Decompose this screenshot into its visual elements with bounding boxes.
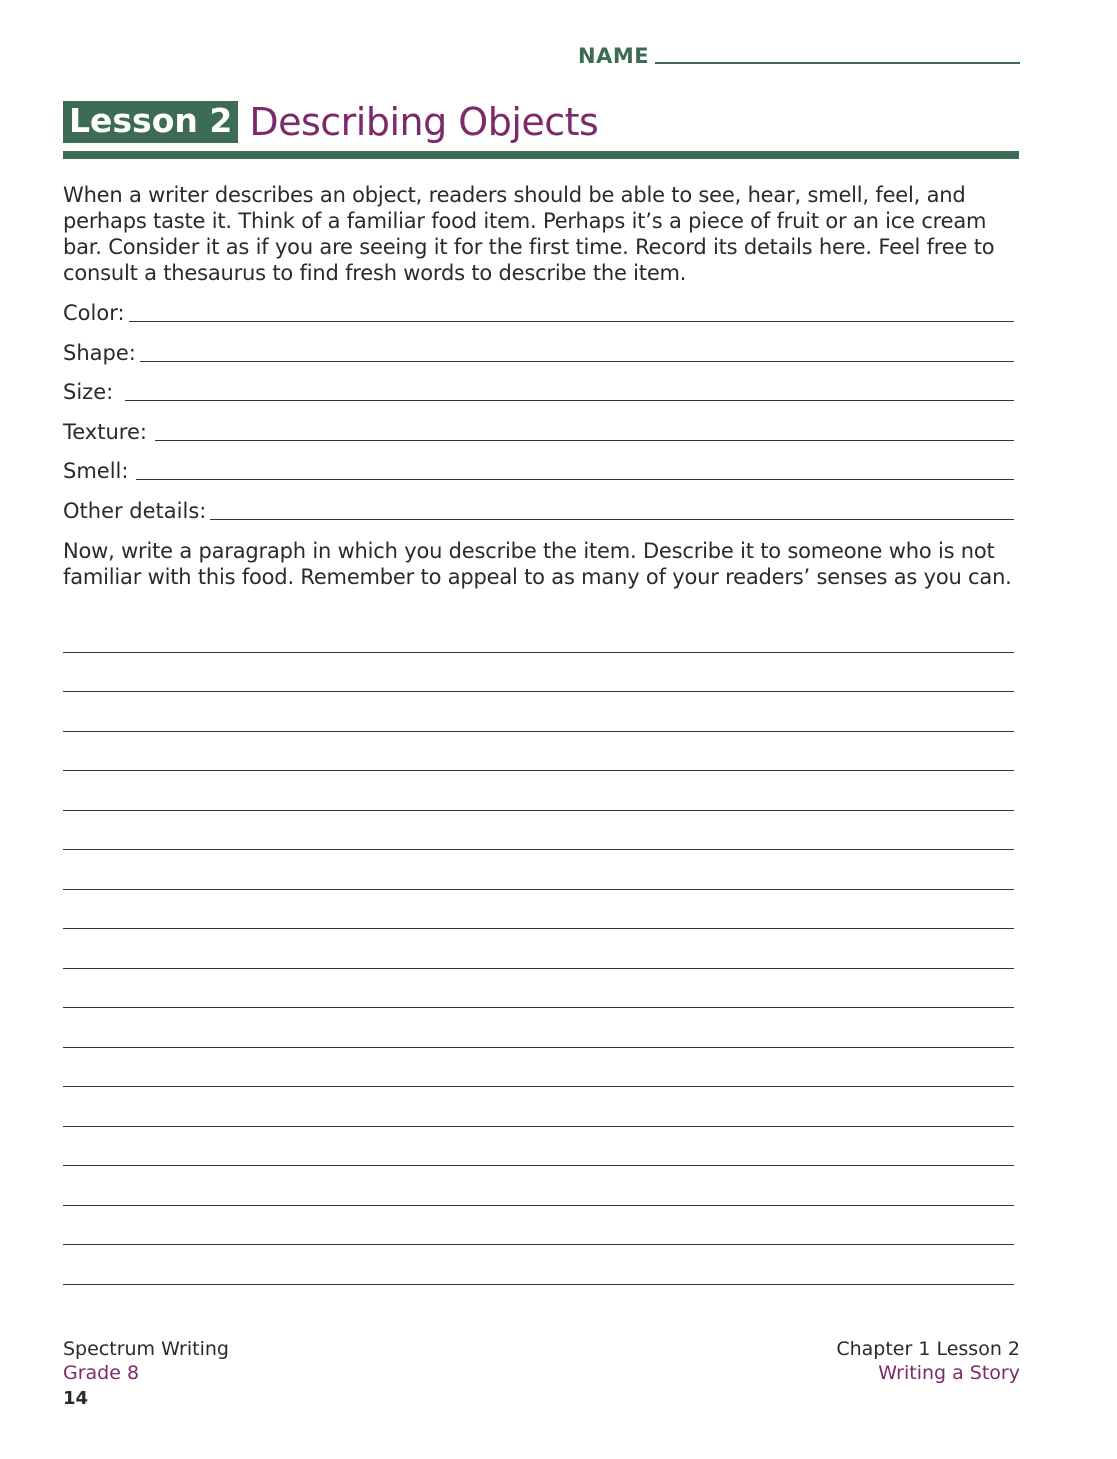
texture-answer-line[interactable]: [155, 440, 1014, 441]
chapter-label: Chapter 1 Lesson 2: [836, 1338, 1020, 1360]
writing-line[interactable]: [63, 652, 1014, 653]
writing-line[interactable]: [63, 691, 1014, 692]
footer-right: [836, 1337, 1020, 1385]
smell-field: [63, 454, 1014, 484]
shape-label: Shape:: [63, 341, 136, 365]
shape-field: [63, 336, 1014, 366]
writing-line[interactable]: [63, 731, 1014, 732]
writing-line[interactable]: [63, 1205, 1014, 1206]
writing-line[interactable]: [63, 1165, 1014, 1166]
shape-answer-line[interactable]: [140, 361, 1014, 362]
footer-left: [63, 1337, 229, 1411]
color-field: [63, 296, 1014, 326]
writing-line[interactable]: [63, 1244, 1014, 1245]
texture-label: Texture:: [63, 420, 147, 444]
size-answer-line[interactable]: [125, 400, 1014, 401]
topic-label: Writing a Story: [878, 1362, 1020, 1384]
texture-field: [63, 415, 1014, 445]
lesson-header: [63, 100, 1020, 144]
writing-line[interactable]: [63, 889, 1014, 890]
writing-line[interactable]: [63, 810, 1014, 811]
other-details-label: Other details:: [63, 499, 207, 523]
lesson-badge: Lesson 2: [63, 101, 238, 143]
lesson-title: Describing Objects: [249, 100, 599, 144]
size-label: Size:: [63, 380, 114, 404]
writing-line[interactable]: [63, 1126, 1014, 1127]
title-divider: [63, 151, 1019, 159]
smell-answer-line[interactable]: [136, 479, 1014, 480]
writing-line[interactable]: [63, 770, 1014, 771]
intro-paragraph: When a writer describes an object, readers should be able to see, hear, smell, feel, and perhaps taste it. Think of a familiar food item. Perhaps it’s a piece of fruit or an ice cream bar. Consider it as if you are seeing it for the first time. Record its details here. Feel free to consult a thesaurus to find fresh words to describe the item.: [63, 183, 995, 285]
name-field-line[interactable]: [655, 62, 1020, 64]
paragraph-prompt: Now, write a paragraph in which you describe the item. Describe it to someone who is not familiar with this food. Remember to appeal to as many of your readers’ senses as you can.: [63, 539, 1012, 589]
page-number: 14: [63, 1388, 89, 1409]
writing-line[interactable]: [63, 968, 1014, 969]
name-row: [578, 44, 1020, 68]
writing-line[interactable]: [63, 1086, 1014, 1087]
smell-label: Smell:: [63, 459, 129, 483]
writing-line[interactable]: [63, 1047, 1014, 1048]
writing-line[interactable]: [63, 1284, 1014, 1285]
writing-line[interactable]: [63, 849, 1014, 850]
book-title: Spectrum Writing: [63, 1338, 229, 1360]
color-answer-line[interactable]: [129, 321, 1014, 322]
grade-label: Grade 8: [63, 1362, 140, 1384]
other-details-answer-line[interactable]: [210, 519, 1014, 520]
color-label: Color:: [63, 301, 125, 325]
other-details-field: [63, 494, 1014, 524]
writing-line[interactable]: [63, 1007, 1014, 1008]
size-field: [63, 375, 1014, 405]
writing-line[interactable]: [63, 928, 1014, 929]
name-label: NAME: [578, 44, 650, 68]
